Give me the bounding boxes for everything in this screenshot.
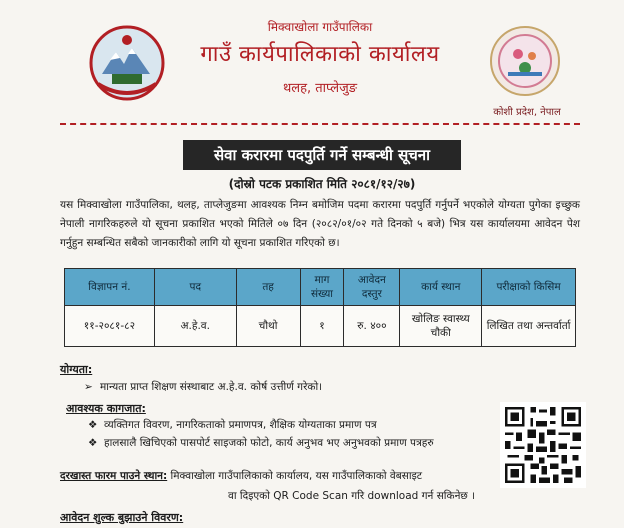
application-form-line-1 [60,466,480,486]
col-demand-count: माग संख्या [300,269,344,306]
fee-heading: आवेदन शुल्क बुझाउने विवरण: [60,511,184,524]
notice-title: सेवा करारमा पदपुर्ति गर्ने सम्बन्धी सूचना [183,140,461,170]
application-form-info [60,466,480,506]
diamond-bullet-icon: ❖ [88,419,98,431]
document-item [88,418,377,432]
diamond-bullet-icon: ❖ [88,437,98,449]
qr-code-icon[interactable] [500,402,586,488]
office-title: गाउँ कार्यपालिकाको कार्यालय [200,42,440,67]
col-position: पद [154,269,236,306]
qualification-item [84,380,322,394]
vacancy-table [64,268,576,347]
document-text-1: व्यक्तिगत विवरण, नागरिकताको प्रमाणपत्र, शैक्षिक योग्यताका प्रमाण पत्र [104,419,377,431]
qualification-text: मान्यता प्राप्त शिक्षण संस्थाबाट अ.हे.व. कोर्ष उत्तीर्ण गरेको। [100,381,323,393]
qualification-heading: योग्यता: [60,363,93,376]
cell-position: अ.हे.व. [154,306,236,347]
documents-heading: आवश्यक कागजात: [66,402,146,415]
cell-workplace: खोलिङ स्वास्थ्य चौकी [400,306,482,347]
cell-ad-number: ११-२०८१-८२ [65,306,155,347]
province-caption: कोशी प्रदेश, नेपाल [493,107,561,118]
table-header-row [65,269,576,306]
application-form-label: दरखास्त फारम पाउने स्थान: [60,470,168,482]
cell-application-fee: रु. ४०० [344,306,400,347]
application-form-text-2: वा दिइएको QR Code Scan गरि download गर्न सकिनेछ । [228,490,476,502]
col-exam-type: परीक्षाको किसिम [482,269,576,306]
col-level: तह [236,269,300,306]
cell-level: चौथो [236,306,300,347]
municipality-name: मिक्वाखोला गाउँपालिका [267,20,373,34]
cell-demand-count: १ [300,306,344,347]
document-text-2: हालसालै खिचिएको पासपोर्ट साइजको फोटो, कार्य अनुभव भए अनुभवको प्रमाण पत्रहरु [104,437,434,449]
table-row [65,306,576,347]
col-ad-number: विज्ञापन नं. [65,269,155,306]
province-seal-icon [488,24,562,98]
col-workplace: कार्य स्थान [400,269,482,306]
arrow-bullet-icon: ➢ [84,381,93,393]
office-location: थलह, ताप्लेजुङ [282,81,358,96]
document-item [88,436,434,450]
cell-exam-type: लिखित तथा अन्तर्वार्ता [482,306,576,347]
notice-intro: यस मिक्वाखोला गाउँपालिका, थलह, ताप्लेजुङमा आवश्यक निम्न बमोजिम पदमा करारमा पदपुर्ति गर्नुपर्ने भएकोले योग्यता पुगेका इच्छुक नेपाली नागरिकहरुले यो सूचना प्रकाशित भएको मितिले ०७ दिन (२०८२/०१/०२ गते दिनको ५ बजे) भित्र यस कार्यालयमा आवेदन पेश गर्नुहुन सम्बन्धित सबैको जानकारीको लागि यो सूचना प्रकाशित गरिएको छ। [60,199,580,249]
col-application-fee: आवेदन दस्तुर [344,269,400,306]
header-divider [60,123,580,125]
notice-subtitle: (दोस्रो पटक प्रकाशित मिति २०८१/१२/२७) [228,177,416,191]
application-form-text: मिक्वाखोला गाउँपालिकाको कार्यालय, यस गाउँपालिकाको वेबसाइट [170,470,423,482]
